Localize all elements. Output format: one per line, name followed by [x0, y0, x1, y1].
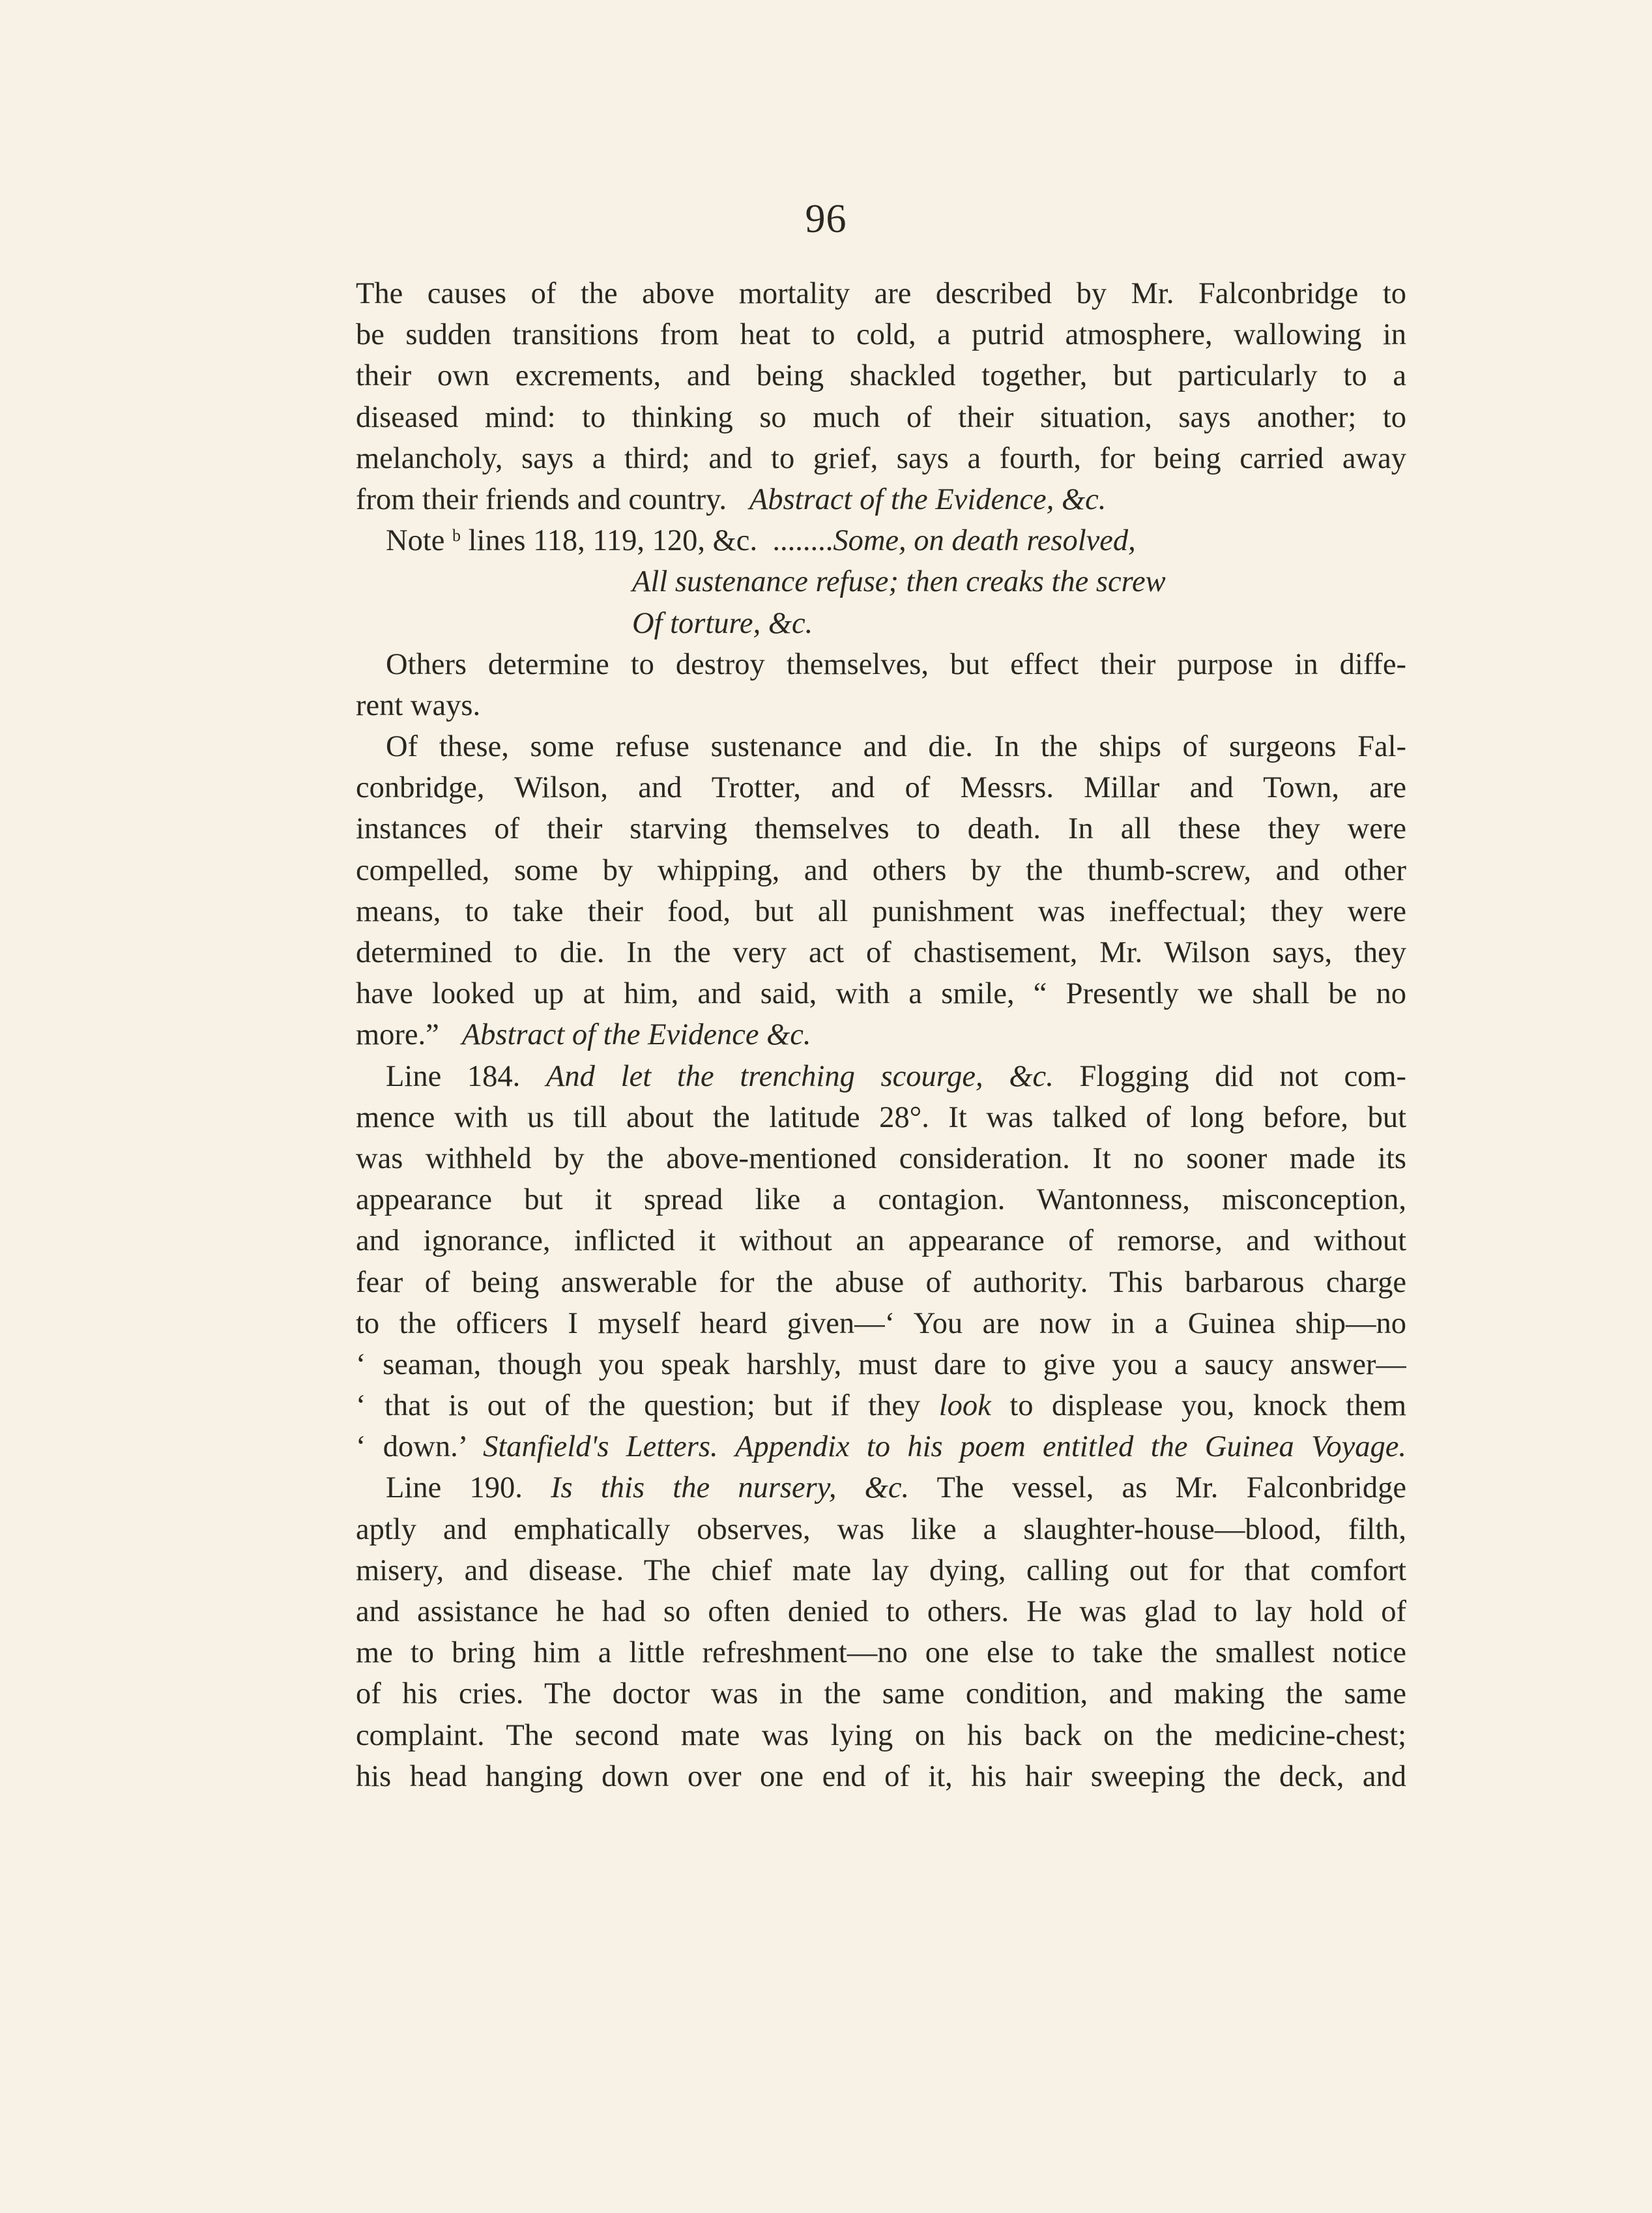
verse-quote: All sustenance refuse; then creaks the screw [632, 565, 1166, 599]
text-line: me to bring him a little refreshment—no one else to take the smallest notice [356, 1636, 1406, 1670]
text-run: more.” [356, 1018, 439, 1052]
text-line: ‘ seaman, though you speak harshly, must dare to give you a saucy answer— [356, 1347, 1406, 1381]
text-line: fear of being answerable for the abuse of authority. This barbarous charge [356, 1265, 1406, 1299]
text-line: to the officers I myself heard given—‘ You are now in a Guinea ship—no [356, 1306, 1406, 1340]
text-run: Flogging did not com- [1079, 1059, 1406, 1093]
body-text [356, 273, 1406, 1797]
text-line [356, 1467, 1406, 1508]
footnote-marker: b [452, 526, 461, 546]
text-line: compelled, some by whipping, and others by the thumb-screw, and other [356, 853, 1406, 887]
note-label: Note [386, 524, 445, 558]
emphasis: look [938, 1389, 991, 1423]
note-line [356, 520, 1406, 561]
leader-dots: ........ [772, 524, 833, 558]
text-line [356, 479, 1406, 520]
text-line: and ignorance, inflicted it without an appearance of remorse, and without [356, 1224, 1406, 1258]
text-line: conbridge, Wilson, and Trotter, and of Messrs. Millar and Town, are [356, 771, 1406, 805]
text-line: determined to die. In the very act of chastisement, Mr. Wilson says, they [356, 936, 1406, 969]
page-number: 96 [805, 197, 847, 241]
text-line: misery, and disease. The chief mate lay dying, calling out for that comfort [356, 1553, 1406, 1587]
text-line: appearance but it spread like a contagion. Wantonness, misconception, [356, 1183, 1406, 1217]
text-line: and assistance he had so often denied to others. He was glad to lay hold of [356, 1595, 1406, 1628]
text-line: mence with us till about the latitude 28°. It was talked of long before, but [356, 1100, 1406, 1134]
text-run: from their friends and country. [356, 482, 727, 516]
text-line: melancholy, says a third; and to grief, says a fourth, for being carried away [356, 441, 1406, 475]
text-line: diseased mind: to thinking so much of their situation, says another; to [356, 400, 1406, 434]
line-reference: Line 184. [386, 1059, 521, 1093]
verse-line [356, 603, 1406, 644]
text-line: instances of their starving themselves to death. In all these they were [356, 812, 1406, 846]
text-line [356, 1385, 1406, 1426]
verse-line [356, 561, 1406, 602]
text-line: Others determine to destroy themselves, but effect their purpose in diffe- [386, 647, 1406, 681]
verse-quote: And let the trenching scourge, &c. [546, 1059, 1054, 1093]
text-line: their own excrements, and being shackled together, but particularly to a [356, 359, 1406, 393]
text-line: his head hanging down over one end of it, his hair sweeping the deck, and [356, 1759, 1406, 1793]
text-line: rent ways. [356, 688, 481, 722]
text-line: Of these, some refuse sustenance and die. In the ships of surgeons Fal- [386, 730, 1406, 764]
text-run: The vessel, as Mr. Falconbridge [936, 1471, 1406, 1505]
text-line: aptly and emphatically observes, was like a slaughter-house—blood, filth, [356, 1512, 1406, 1546]
line-reference: Line 190. [386, 1471, 523, 1505]
text-line: means, to take their food, but all punishment was ineffectual; they were [356, 894, 1406, 928]
text-line: be sudden transitions from heat to cold, a putrid atmosphere, wallowing in [356, 318, 1406, 352]
text-line: have looked up at him, and said, with a smile, “ Presently we shall be no [356, 977, 1406, 1011]
text-line: was withheld by the above-mentioned consideration. It no sooner made its [356, 1141, 1406, 1175]
citation: Appendix to his poem entitled the Guinea Voyage. [734, 1430, 1406, 1464]
text-line [356, 1056, 1406, 1097]
verse-quote: Of torture, &c. [632, 606, 813, 640]
verse-quote: Is this the nursery, &c. [551, 1471, 910, 1505]
text-line: The causes of the above mortality are described by Mr. Falconbridge to [356, 277, 1406, 310]
citation: Abstract of the Evidence &c. [461, 1018, 811, 1052]
line-reference: lines 118, 119, 120, &c. [468, 524, 758, 558]
text-line: complaint. The second mate was lying on his back on the medicine-chest; [356, 1718, 1406, 1752]
text-run: ‘ that is out of the question; but if they [356, 1389, 921, 1423]
text-run: to displease you, knock them [1009, 1389, 1406, 1423]
verse-quote: Some, on death resolved, [833, 524, 1136, 558]
text-line: of his cries. The doctor was in the same condition, and making the same [356, 1677, 1406, 1711]
text-line [356, 1426, 1406, 1467]
citation: Abstract of the Evidence, &c. [749, 482, 1107, 516]
text-run: ‘ down.’ [356, 1430, 466, 1464]
text-line [356, 1014, 1406, 1055]
citation: Stanfield's Letters. [483, 1430, 718, 1464]
